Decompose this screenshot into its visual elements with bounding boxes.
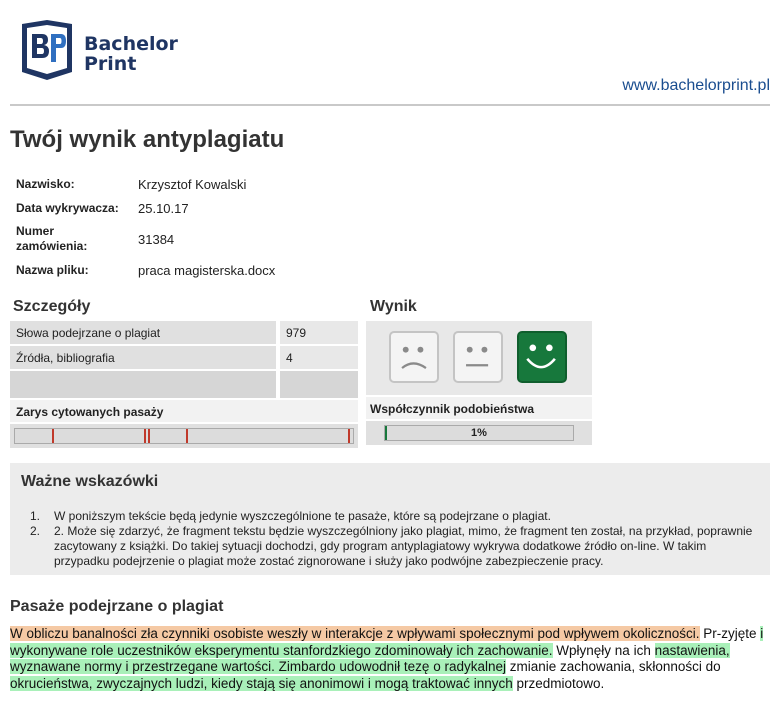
logo-line-1: Bachelor xyxy=(84,33,178,55)
info-row-file xyxy=(16,258,536,282)
info-value: 31384 xyxy=(138,231,175,247)
list-item-text: W poniższym tekście będą jedynie wyszczególnione te pasaże, które są podejrzane o plagiat. xyxy=(54,509,551,523)
important-notes-box xyxy=(10,463,770,575)
details-value: 4 xyxy=(280,346,358,369)
suspicious-passages-text xyxy=(10,626,770,692)
list-item xyxy=(30,509,760,524)
details-panel xyxy=(10,321,358,448)
info-value: Krzysztof Kowalski xyxy=(138,176,247,192)
info-value: praca magisterska.docx xyxy=(138,262,276,278)
list-item-number: 2. xyxy=(30,524,41,538)
rating-faces xyxy=(366,321,592,395)
details-row-sources xyxy=(10,346,358,369)
highlighted-passage: W obliczu banalności zła czynniki osobiste weszły w interakcje z wpływami społecznymi pod wpływem okoliczności. xyxy=(10,626,700,641)
highlighted-passage: nastawienia, wyznawane normy i przestrzegane wartości. Zimbardo udowodnił tezę o radykalnej xyxy=(10,642,730,674)
similarity-bar xyxy=(384,425,574,441)
sad-face-icon xyxy=(389,331,439,383)
details-row-words xyxy=(10,321,358,344)
notes-heading: Ważne wskazówki xyxy=(21,473,159,490)
report-info-table xyxy=(16,172,536,282)
site-url-link[interactable]: www.bachelorprint.pl xyxy=(622,77,770,94)
info-label: Nazwisko: xyxy=(16,176,75,191)
bachelorprint-logo-icon xyxy=(18,18,76,82)
highlighted-passage: i wykonywane role uczestników eksperymentu stanfordzkiego zdominowały ich zachowanie. xyxy=(10,626,764,658)
details-empty-row xyxy=(10,371,358,398)
suspicious-passages-heading: Pasaże podejrzane o plagiat xyxy=(10,598,224,615)
passage-marker xyxy=(148,429,150,443)
details-heading: Szczegóły xyxy=(13,298,91,315)
similarity-value: 1% xyxy=(471,427,487,439)
info-row-date xyxy=(16,196,536,220)
similarity-label: Współczynnik podobieństwa xyxy=(366,397,592,419)
info-row-order xyxy=(16,220,536,258)
logo-wordmark xyxy=(84,34,178,74)
neutral-face-icon xyxy=(453,331,503,383)
passage-marker xyxy=(186,429,188,443)
notes-list xyxy=(30,509,760,569)
passages-outline xyxy=(10,424,358,448)
header xyxy=(0,0,780,106)
info-row-name xyxy=(16,172,536,196)
plain-passage: przedmiotowo. xyxy=(512,675,605,691)
list-item-text: 2. Może się zdarzyć, że fragment tekstu będzie wyszczególniony jako plagiat, mimo, że fragment ten został, na przykład, poprawnie zacytowany z książki. Do takiej sytuacji dochodzi, gdy program antyplagiatowy wykrywa dodatkowe źródło on-line. W takim przypadku podejrzenie o plagiat może zostać zignorowane i służy jako podwójne zabezpieczenie pracy. xyxy=(54,524,753,568)
plain-passage: Wpłynęły na ich xyxy=(552,642,655,658)
header-divider xyxy=(10,104,770,106)
details-label: Słowa podejrzane o plagiat xyxy=(10,321,276,344)
passages-outline-label: Zarys cytowanych pasaży xyxy=(10,400,358,422)
page-title: Twój wynik antyplagiatu xyxy=(10,126,285,153)
list-item-number: 1. xyxy=(30,509,41,523)
details-label: Źródła, bibliografia xyxy=(10,346,276,369)
happy-face-icon xyxy=(517,331,567,383)
passage-marker xyxy=(144,429,146,443)
details-value: 979 xyxy=(280,321,358,344)
highlighted-passage: okrucieństwa, zwyczajnych ludzi, kiedy stają się anonimowi i mogą traktować innych xyxy=(10,675,513,691)
info-label: Data wykrywacza: xyxy=(16,200,119,215)
logo-line-2: Print xyxy=(84,53,137,75)
info-value: 25.10.17 xyxy=(138,200,189,216)
plain-passage: zmianie zachowania, skłonności do xyxy=(506,659,721,674)
passage-marker xyxy=(348,429,350,443)
plain-passage: Pr-zyjęte xyxy=(699,626,761,641)
info-label: Numer zamówienia: xyxy=(16,224,88,253)
info-label: Nazwa pliku: xyxy=(16,262,89,277)
passage-marker xyxy=(52,429,54,443)
list-item xyxy=(30,524,760,569)
result-panel xyxy=(366,321,592,445)
similarity-meter xyxy=(366,421,592,445)
result-heading: Wynik xyxy=(370,298,417,315)
passages-outline-bar xyxy=(14,428,354,444)
